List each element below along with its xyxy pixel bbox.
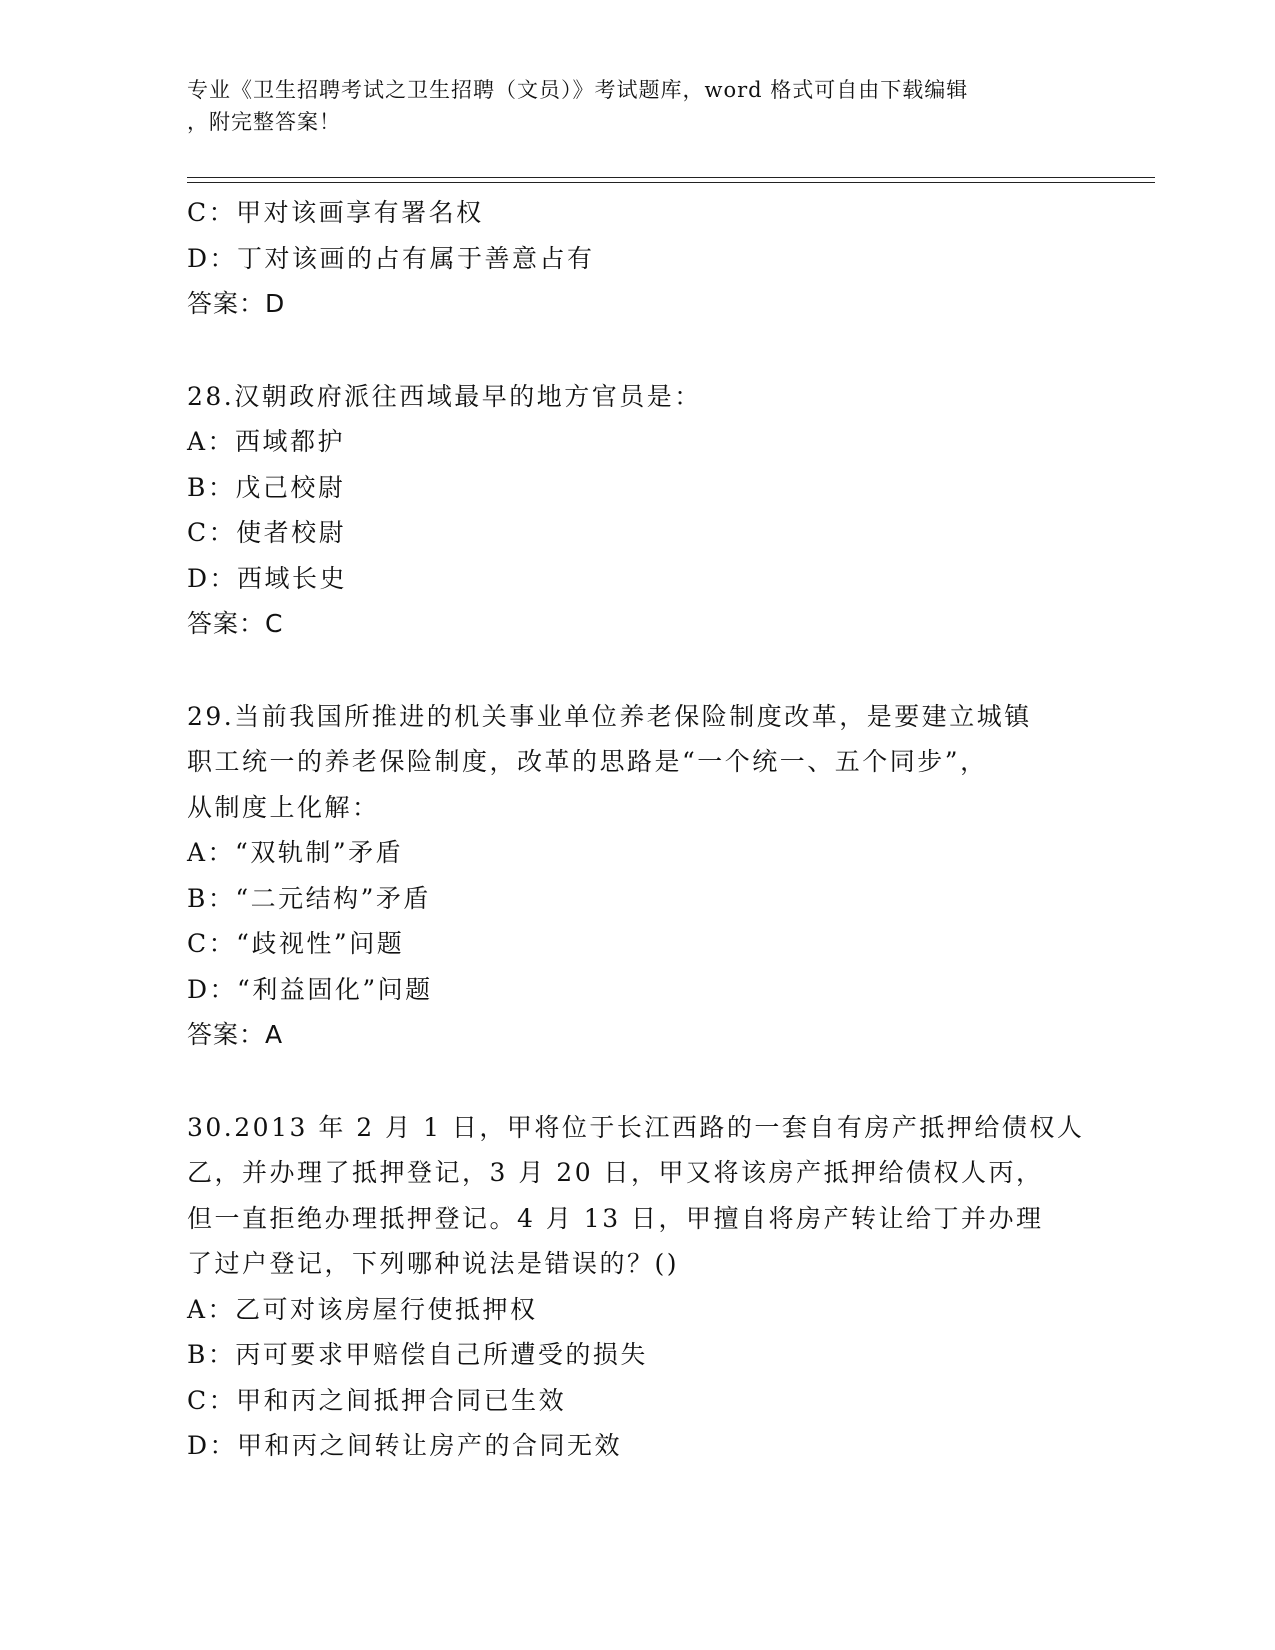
option-d: D：西域长史 — [187, 563, 348, 593]
question-spacer — [187, 647, 1087, 694]
answer-line: 答案：C — [187, 609, 284, 638]
option-d: D：丁对该画的占有属于善意占有 — [187, 243, 595, 273]
option-c: C：甲和丙之间抵押合同已生效 — [187, 1385, 567, 1415]
question-30 — [187, 1105, 1087, 1469]
question-stem-line-4: 了过户登记，下列哪种说法是错误的？() — [187, 1249, 680, 1278]
answer-line: 答案：D — [187, 289, 286, 318]
option-a: A：乙可对该房屋行使抵押权 — [187, 1294, 538, 1324]
option-a: A：西域都护 — [187, 427, 346, 456]
question-stem-line-3: 但一直拒绝办理抵押登记。4 月 13 日，甲擅自将房产转让给丁并办理 — [187, 1203, 1044, 1233]
header-line-1: 专业《卫生招聘考试之卫生招聘（文员）》考试题库，word 格式可自由下载编辑 — [187, 78, 969, 102]
question-spacer — [187, 1058, 1087, 1105]
question-stem: 28.汉朝政府派往西域最早的地方官员是： — [187, 381, 702, 411]
question-29 — [187, 694, 1087, 1058]
page-header — [187, 74, 1067, 138]
option-c: C：甲对该画享有署名权 — [187, 198, 484, 227]
question-spacer — [187, 327, 1087, 374]
option-d: D：甲和丙之间转让房产的合同无效 — [187, 1431, 623, 1460]
answer-line: 答案：A — [187, 1020, 284, 1049]
option-c: C：“歧视性”问题 — [187, 929, 405, 958]
option-d: D：“利益固化”问题 — [187, 974, 433, 1004]
question-stem-line-3: 从制度上化解： — [187, 792, 380, 822]
option-b: B：戊己校尉 — [187, 472, 346, 502]
header-divider — [187, 177, 1155, 183]
question-27-continued — [187, 190, 1087, 327]
question-stem-line-1: 29.当前我国所推进的机关事业单位养老保险制度改革，是要建立城镇 — [187, 701, 1032, 731]
question-stem-line-2: 乙，并办理了抵押登记，3 月 20 日，甲又将该房产抵押给债权人丙， — [187, 1158, 1044, 1187]
option-b: B：“二元结构”矛盾 — [187, 883, 431, 913]
header-line-2: ，附完整答案！ — [187, 110, 341, 134]
question-list — [187, 190, 1087, 1469]
option-b: B：丙可要求甲赔偿自己所遭受的损失 — [187, 1340, 648, 1369]
question-stem-line-2: 职工统一的养老保险制度，改革的思路是“一个统一、五个同步”， — [187, 747, 988, 776]
option-a: A：“双轨制”矛盾 — [187, 838, 404, 867]
question-28 — [187, 374, 1087, 647]
question-stem-line-1: 30.2013 年 2 月 1 日，甲将位于长江西路的一套自有房产抵押给债权人 — [187, 1112, 1085, 1142]
option-c: C：使者校尉 — [187, 518, 347, 547]
